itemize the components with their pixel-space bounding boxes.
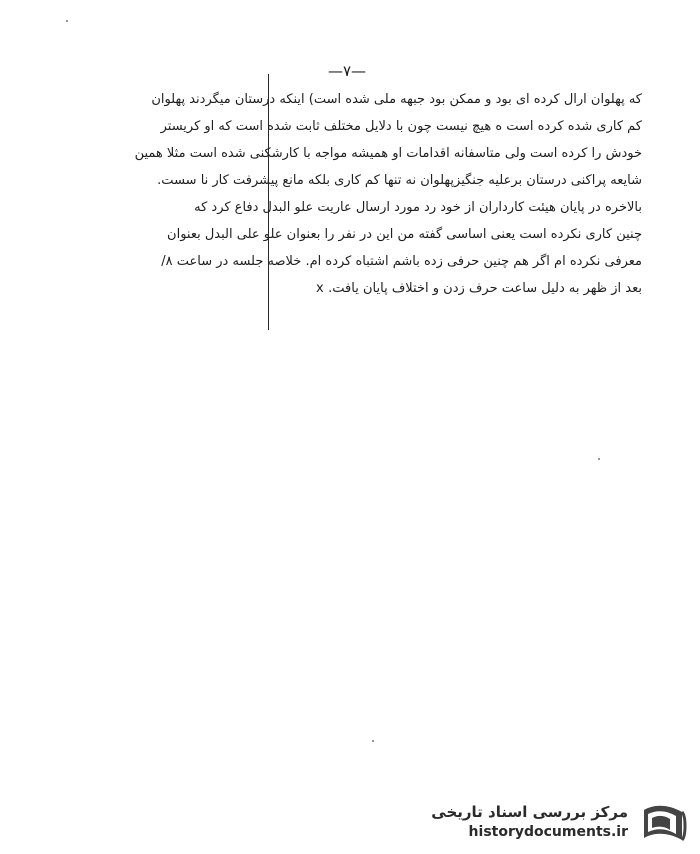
logo-title: مرکز بررسی اسناد تاریخی <box>431 803 628 821</box>
text-line: بالاخره در پایان هیئت کارداران از خود رد مورد ارسال عاریت علو البدل دفاع کرد که <box>194 200 642 215</box>
text-line: بعد از ظهر به دلیل ساعت حرف زدن و اختلاف پایان یافت. x <box>315 281 642 296</box>
page-number: —۷— <box>327 62 367 80</box>
logo-text <box>431 802 628 842</box>
text-line: شایعه پراکنی درستان برعلیه جنگیزپهلوان نه تنها کم کاری بلکه مانع پیشرفت کار نا سست. <box>157 173 642 188</box>
scan-speck <box>66 20 68 22</box>
logo-url: historydocuments.ir <box>468 824 628 840</box>
text-line: خودش را کرده است ولی متاسفانه اقدامات او همیشه مواجه با کارشکنی شده است مثلا همین <box>134 146 642 161</box>
text-line: چنین کاری نکرده است یعنی اساسی گفته من این در نفر را بعنوان علو علی البدل بعنوان <box>167 227 642 242</box>
scan-speck <box>372 740 374 742</box>
text-line: که پهلوان ارال کرده ای بود و ممکن بود جبهه ملی شده است) اینکه درستان میگردند پهلوان <box>151 92 642 107</box>
scan-speck <box>598 458 600 460</box>
document-body <box>42 86 642 302</box>
text-line: کم کاری شده کرده است ه هیچ نیست چون با دلایل مختلف ثابت شده است که او کریستر <box>160 119 642 134</box>
watermark-logo <box>400 800 690 848</box>
book-scroll-icon <box>638 800 690 848</box>
text-line: معرفی نکرده ام اگر هم چنین حرفی زده باشم اشتباه کرده ام. خلاصه جلسه در ساعت ۸/ <box>161 254 642 269</box>
